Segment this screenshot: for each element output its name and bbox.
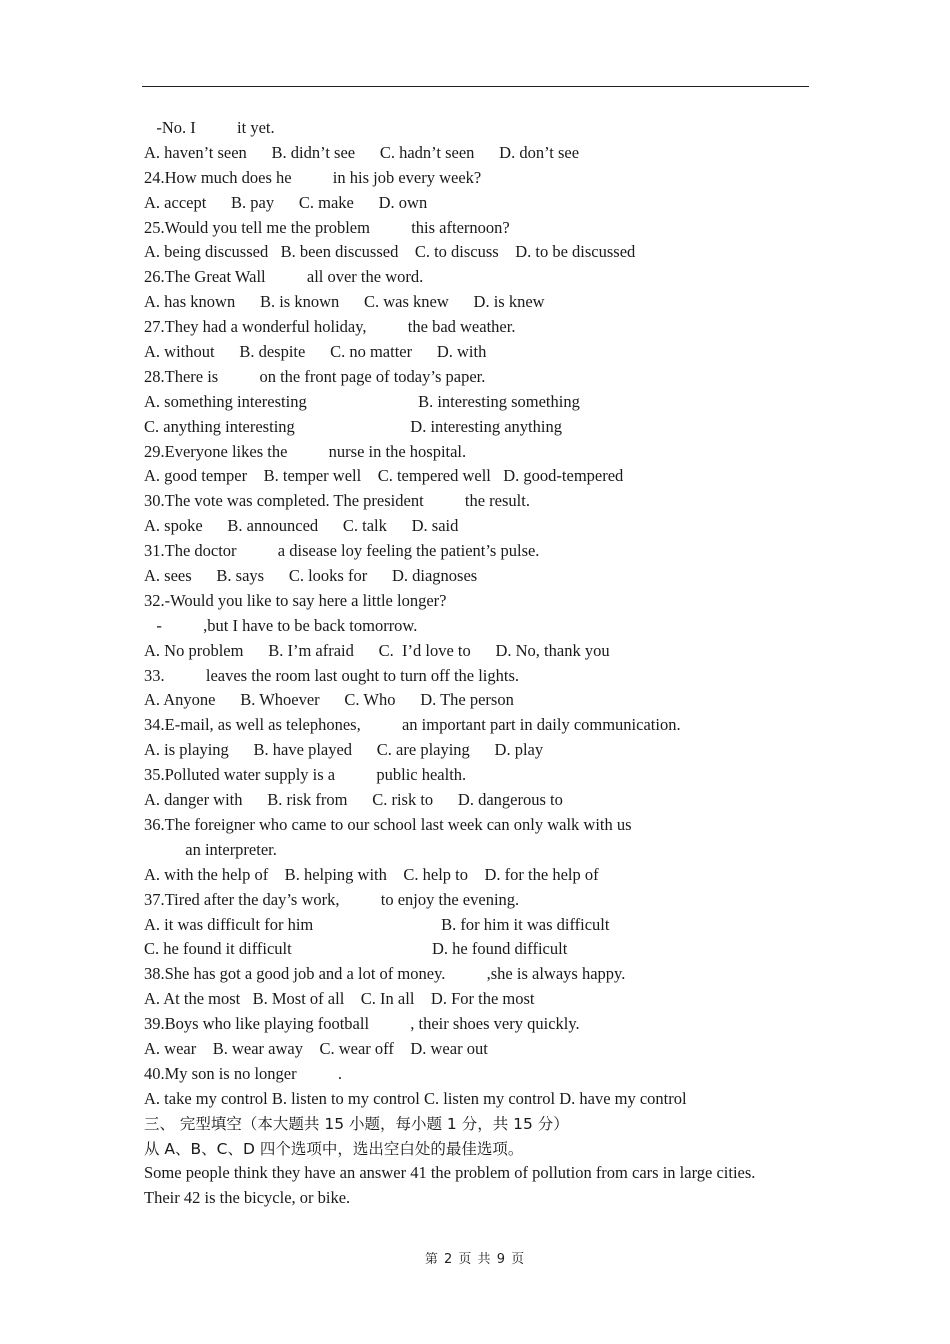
text-line: 35.Polluted water supply is a public health. <box>144 765 467 785</box>
text-line: C. he found it difficult D. he found difficult <box>144 939 568 959</box>
text-line: A. sees B. says C. looks for D. diagnoses <box>144 566 478 586</box>
text-line: A. No problem B. I’m afraid C. I’d love to D. No, thank you <box>144 640 610 660</box>
text-line: 36.The foreigner who came to our school last week can only walk with us <box>144 814 632 834</box>
passage-line: Some people think they have an answer 41 the problem of pollution from cars in large cities. <box>144 1163 756 1183</box>
text-line: 34.E-mail, as well as telephones, an important part in daily communication. <box>144 715 681 735</box>
text-line: 24.How much does he in his job every week? <box>144 167 482 187</box>
passage-line: Their 42 is the bicycle, or bike. <box>144 1188 351 1208</box>
text-line: A. At the most B. Most of all C. In all D. For the most <box>144 989 535 1009</box>
text-line: 32.-Would you like to say here a little longer? <box>144 590 447 610</box>
text-line: A. haven’t seen B. didn’t see C. hadn’t seen D. don’t see <box>144 142 580 162</box>
text-line: 31.The doctor a disease loy feeling the patient’s pulse. <box>144 541 540 561</box>
text-line: 27.They had a wonderful holiday, the bad weather. <box>144 317 516 337</box>
text-line: 30.The vote was completed. The president the result. <box>144 491 530 511</box>
text-line: A. without B. despite C. no matter D. with <box>144 342 487 362</box>
section-heading: 三、 完型填空（本大题共 15 小题，每小题 1 分，共 15 分） <box>144 1114 569 1133</box>
text-line: A. Anyone B. Whoever C. Who D. The person <box>144 690 514 710</box>
text-line: 38.She has got a good job and a lot of money. ,she is always happy. <box>144 964 626 984</box>
text-line: A. something interesting B. interesting something <box>144 391 580 411</box>
text-line: 33. leaves the room last ought to turn off the lights. <box>144 665 520 685</box>
text-line: A. accept B. pay C. make D. own <box>144 192 428 212</box>
text-line: 25.Would you tell me the problem this afternoon? <box>144 217 510 237</box>
text-line: - ,but I have to be back tomorrow. <box>144 615 418 635</box>
header-rule <box>142 86 809 87</box>
text-line: an interpreter. <box>144 839 277 859</box>
text-line: A. wear B. wear away C. wear off D. wear out <box>144 1038 488 1058</box>
text-line: A. being discussed B. been discussed C. to discuss D. to be discussed <box>144 242 636 262</box>
text-line: -No. I it yet. <box>144 118 275 137</box>
text-line: 40.My son is no longer . <box>144 1063 342 1083</box>
text-line: C. anything interesting D. interesting anything <box>144 416 562 436</box>
text-line: A. good temper B. temper well C. tempered well D. good-tempered <box>144 466 624 486</box>
text-line: 29.Everyone likes the nurse in the hospital. <box>144 441 467 461</box>
text-line: A. danger with B. risk from C. risk to D. dangerous to <box>144 790 563 810</box>
text-line: 26.The Great Wall all over the word. <box>144 267 424 287</box>
section-instruction: 从 A、B、C、D 四个选项中，选出空白处的最佳选项。 <box>144 1139 524 1158</box>
text-line: A. is playing B. have played C. are playing D. play <box>144 740 544 760</box>
text-line: 37.Tired after the day’s work, to enjoy the evening. <box>144 889 520 909</box>
question-text <box>144 116 824 1211</box>
text-line: 39.Boys who like playing football , their shoes very quickly. <box>144 1014 580 1034</box>
text-line: 28.There is on the front page of today’s paper. <box>144 366 486 386</box>
text-line: A. has known B. is known C. was knew D. is knew <box>144 292 545 312</box>
text-line: A. it was difficult for him B. for him it was difficult <box>144 914 610 934</box>
text-line: A. take my control B. listen to my control C. listen my control D. have my control <box>144 1088 687 1108</box>
page-number: 第 2 页 共 9 页 <box>424 1252 526 1267</box>
text-line: A. spoke B. announced C. talk D. said <box>144 516 459 536</box>
text-line: A. with the help of B. helping with C. help to D. for the help of <box>144 864 599 884</box>
